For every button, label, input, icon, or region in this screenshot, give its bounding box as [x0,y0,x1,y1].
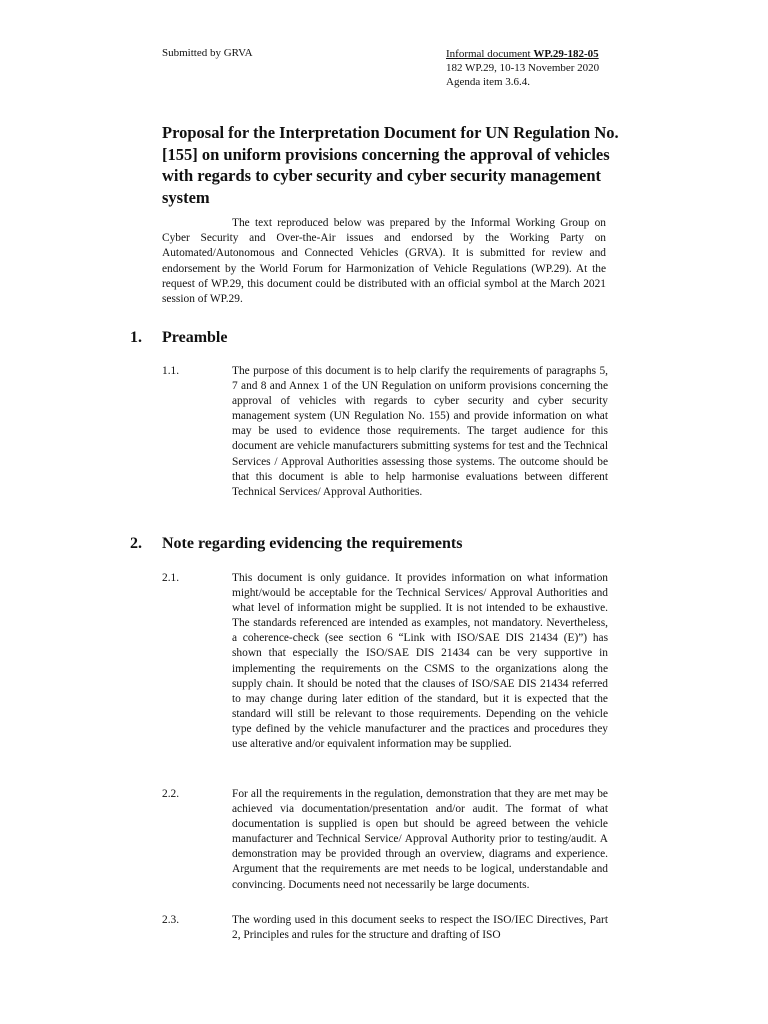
paragraph-2-1 [162,571,608,752]
session-line: 182 WP.29, 10-13 November 2020 [446,62,600,74]
paragraph-2-2 [162,787,608,893]
informal-document-line [446,47,599,61]
paragraph-number: 2.3. [162,914,180,926]
section-number: 1. [130,329,142,346]
section-heading-evidencing [130,535,462,553]
document-title: Proposal for the Interpretation Document for UN Regulation No. [155] on uniform provisions concerning the approval of vehicles with regards to cyber security and cyber security management system [162,123,619,207]
document-meta [446,47,599,89]
paragraph-2-3 [162,913,608,943]
informal-document-prefix: Informal document [446,48,534,60]
paragraph-number: 2.1. [162,572,180,584]
paragraph-number: 2.2. [162,788,180,800]
section-number: 2. [130,535,142,552]
section-heading-preamble [130,329,227,347]
paragraph-text: This document is only guidance. It provides information on what information might/would be acceptable for the Technical Services/ Approval Authorities and what level of information might be supplied. It is not intended to be exhaustive. The standards referenced are intended as examples, not mandatory. Nevertheless, a coherence-check (see section 6 “Link with ISO/SAE DIS 21434 (E)”) has shown that especially the ISO/SAE DIS 21434 can be very supportive in implementing the requirements on the CSMS to the organizations along the supply chain. It should be noted that the clauses of ISO/SAE DIS 21434 referred to may change during later edition of the standard, but it is expected that the standard will still be relevant to those requirements. Depending on the vehicle type defined by the vehicle manufacturer and the practices and procedures they use alterative and/or equivalent information may be supplied. [232,572,608,751]
paragraph-text: For all the requirements in the regulation, demonstration that they are met may be achieved via documentation/presentation and/or audit. The format of what documentation is supplied is open but should be agreed between the vehicle manufacturer and Technical Service/ Approval Authority prior to testing/audit. A demonstration may be provided through an overview, diagrams and experience. Argument that the requirements are met needs to be logical, understandable and convincing. Documents need not necessarily be large documents. [232,788,608,891]
intro-paragraph: The text reproduced below was prepared by the Informal Working Group on Cyber Security and Over-the-Air issues and endorsed by the Working Party on Automated/Autonomous and Connected Vehicles (GRVA). It is submitted for review and endorsement by the World Forum for Harmonization of Vehicle Regulations (WP.29). At the request of WP.29, this document could be distributed with an official symbol at the March 2021 session of WP.29. [162,217,606,306]
informal-document-number: WP.29-182-05 [533,48,599,60]
paragraph-number: 1.1. [162,365,180,377]
paragraph-text: The wording used in this document seeks to respect the ISO/IEC Directives, Part 2, Principles and rules for the structure and drafting of ISO [232,914,608,942]
submitted-by: Submitted by GRVA [162,47,253,59]
paragraph-1-1 [162,364,608,500]
agenda-item: Agenda item 3.6.4. [446,76,531,88]
paragraph-text: The purpose of this document is to help clarify the requirements of paragraphs 5, 7 and 8 and Annex 1 of the UN Regulation on uniform provisions concerning the approval of vehicles with regards to cyber security and cyber security management system (UN Regulation No. 155) and provide information on what may be used to evidence those requirements. The target audience for this document are vehicle manufacturers submitting systems for test and the Technical Services / Approval Authorities assessing those systems. The outcome should be that this document is able to help harmonise evaluations between different Technical Services/ Approval Authorities. [232,365,608,498]
section-title: Preamble [162,329,228,346]
section-title: Note regarding evidencing the requirements [162,535,463,552]
